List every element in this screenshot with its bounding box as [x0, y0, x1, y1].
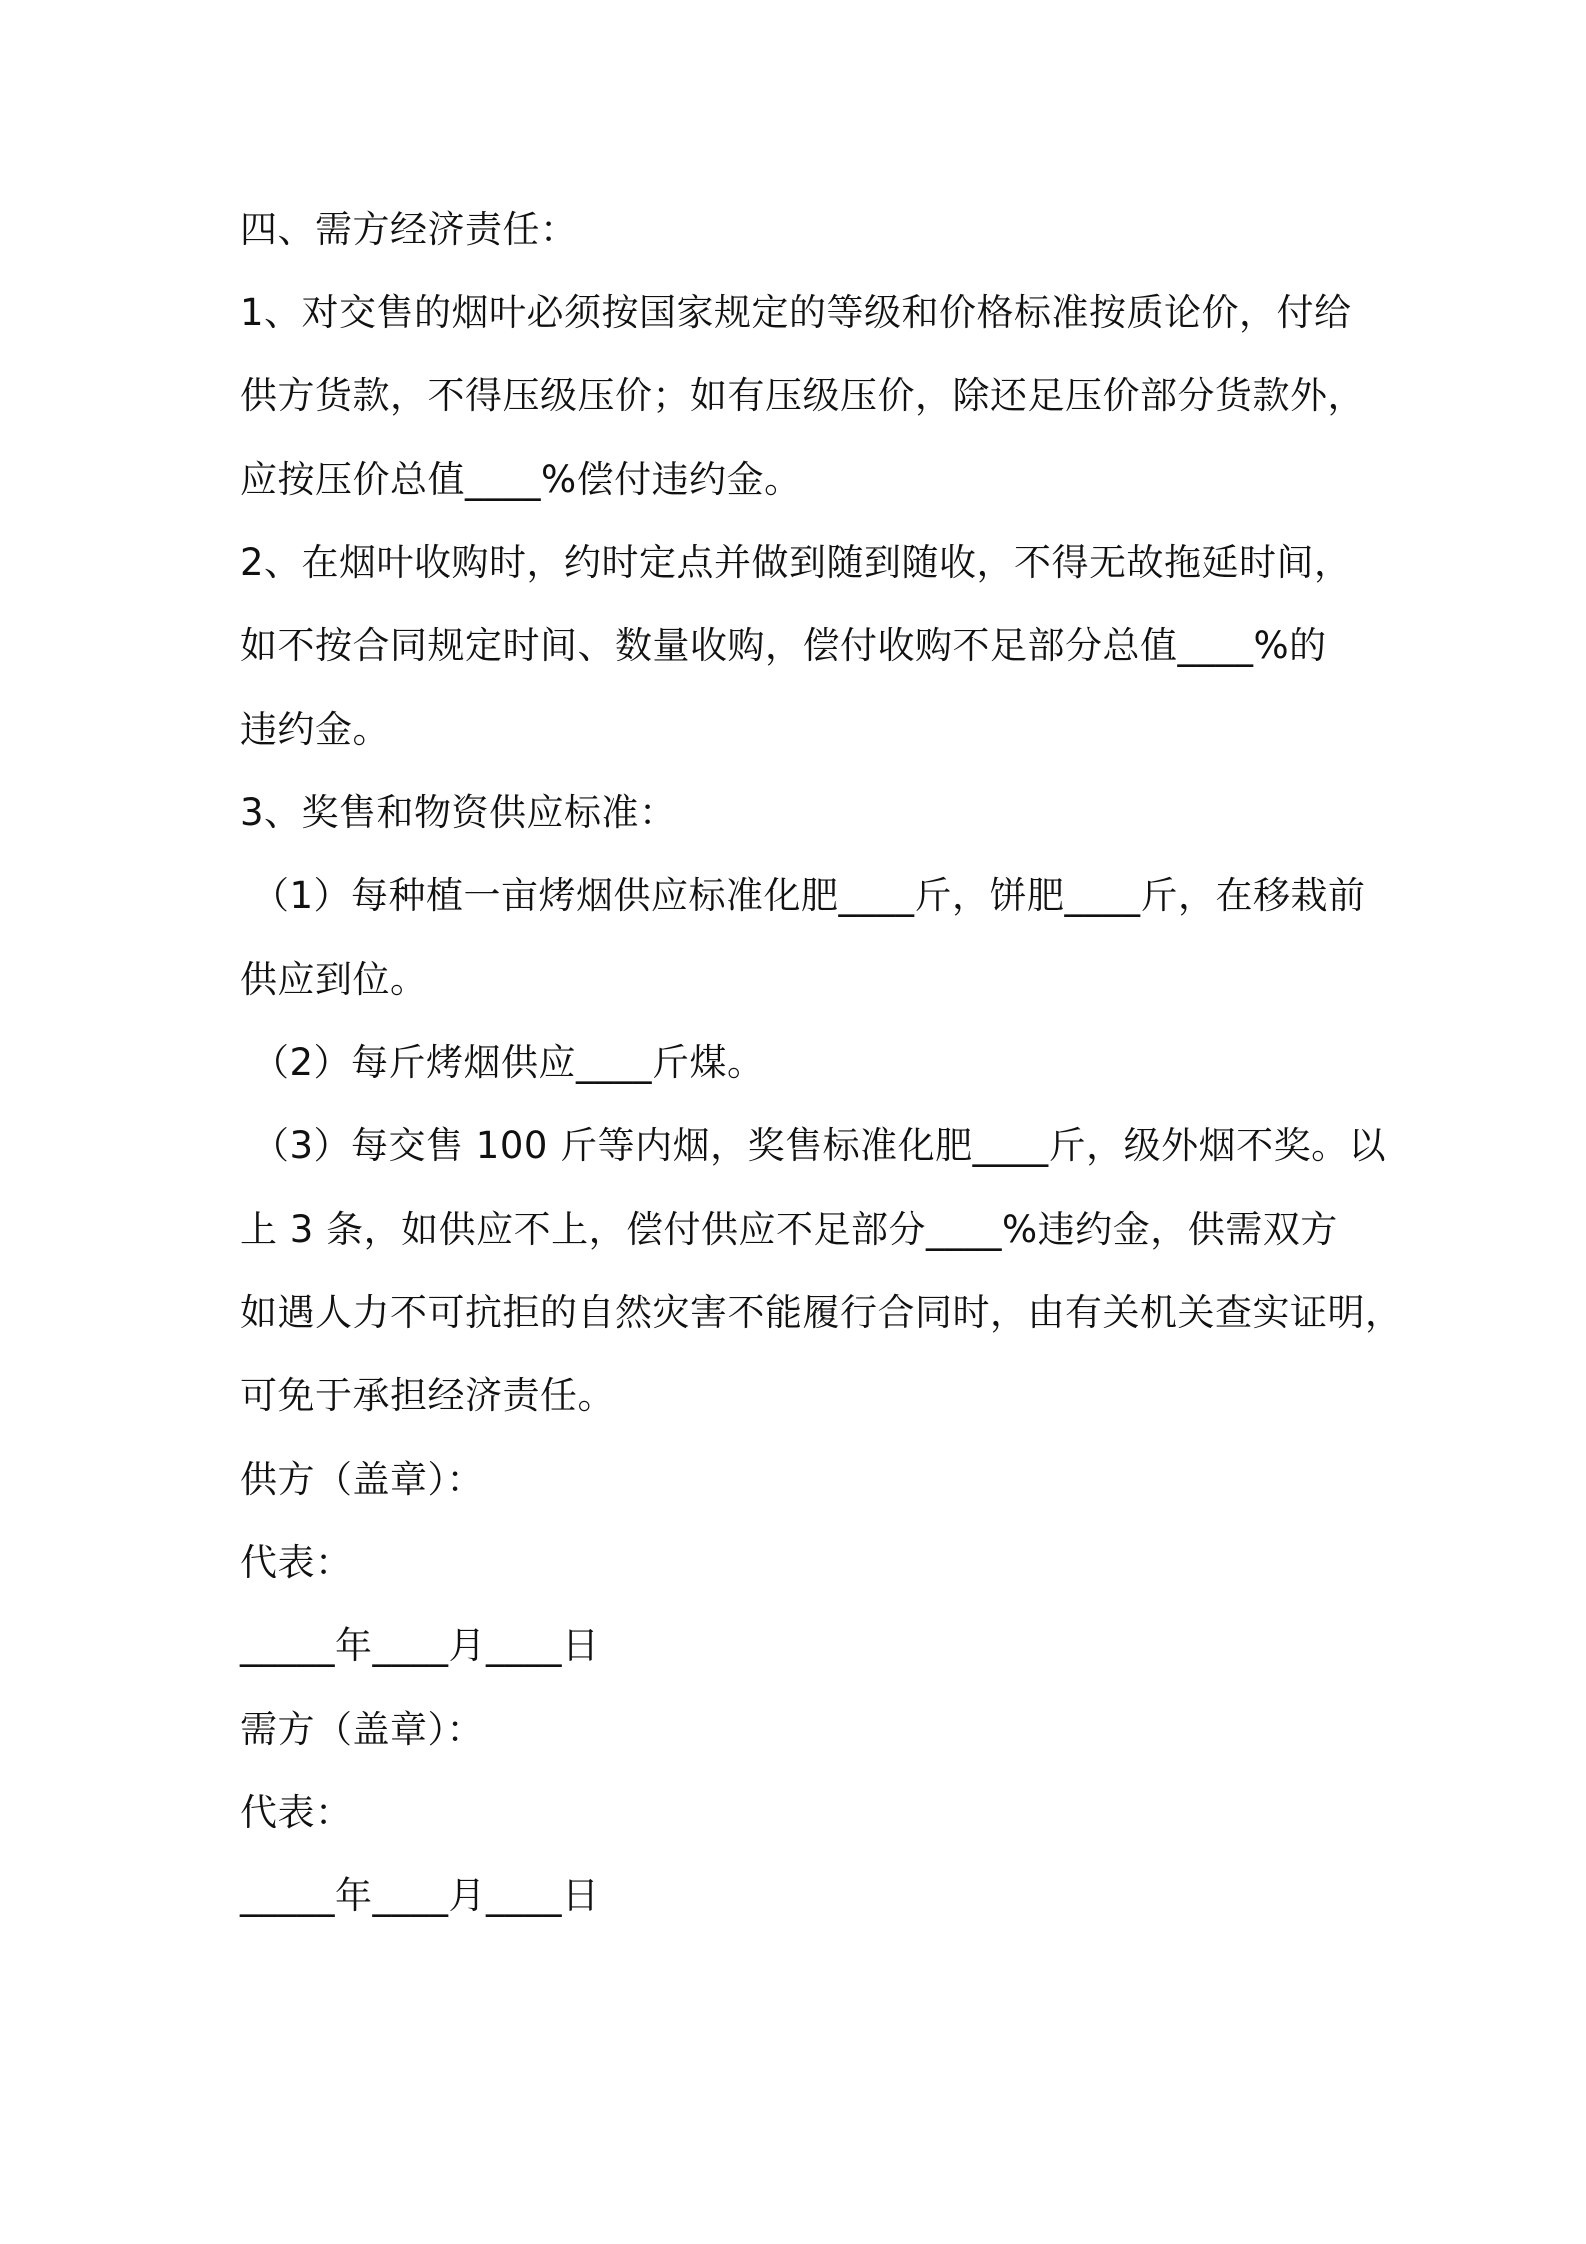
- clause-3-item-3-line-2: 上 3 条，如供应不上，偿付供应不足部分____%违约金，供需双方: [240, 1208, 1338, 1251]
- clause-2-line-1: 2、在烟叶收购时，约时定点并做到随到随收，不得无故拖延时间，: [240, 541, 1352, 584]
- clause-2-line-2: 如不按合同规定时间、数量收购，偿付收购不足部分总值____%的: [240, 624, 1327, 667]
- clause-1-line-1: 1、对交售的烟叶必须按国家规定的等级和价格标准按质论价，付给: [240, 291, 1352, 334]
- clause-1-line-3: 应按压价总值____%偿付违约金。: [240, 458, 802, 501]
- buyer-date-line: _____年____月____日: [240, 1874, 600, 1917]
- clause-1-line-2: 供方货款，不得压级压价；如有压级压价，除还足压价部分货款外，: [240, 374, 1365, 417]
- clause-2-line-3: 违约金。: [240, 708, 390, 751]
- clause-3-item-3-line-1: （3）每交售 100 斤等内烟，奖售标准化肥____斤，级外烟不奖。以: [252, 1124, 1387, 1167]
- clause-3-item-3-line-3: 如遇人力不可抗拒的自然灾害不能履行合同时，由有关机关查实证明，: [240, 1291, 1403, 1334]
- clause-3-item-2: （2）每斤烤烟供应____斤煤。: [252, 1041, 765, 1084]
- supplier-seal-label: 供方（盖章）：: [240, 1458, 484, 1501]
- supplier-date-line: _____年____月____日: [240, 1624, 600, 1667]
- clause-3-item-3-line-4: 可免于承担经济责任。: [240, 1374, 615, 1417]
- clause-3-item-1-line-2: 供应到位。: [240, 958, 428, 1001]
- section-heading: 四、需方经济责任：: [240, 208, 578, 251]
- clause-3-heading: 3、奖售和物资供应标准：: [240, 791, 677, 834]
- buyer-representative-label: 代表：: [240, 1791, 353, 1834]
- supplier-representative-label: 代表：: [240, 1541, 353, 1584]
- clause-3-item-1-line-1: （1）每种植一亩烤烟供应标准化肥____斤，饼肥____斤，在移栽前: [252, 874, 1366, 917]
- buyer-seal-label: 需方（盖章）：: [240, 1708, 484, 1751]
